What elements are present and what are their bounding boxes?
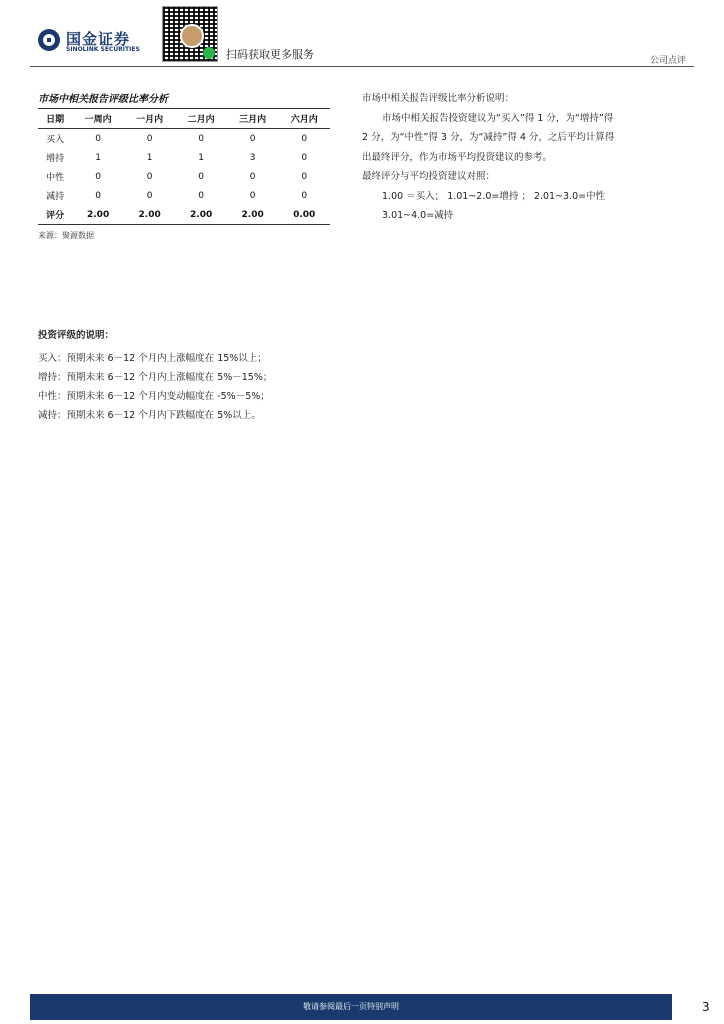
table-cell: 1: [95, 152, 101, 163]
explanation-line: 出最终评分，作为市场平均投资建议的参考。: [362, 151, 553, 163]
table-cell: 0: [95, 171, 101, 182]
table-cell: 0: [198, 133, 205, 144]
scan-prompt: 扫码获取更多服务: [226, 48, 314, 61]
score-cell: 2.00: [72, 205, 124, 225]
table-source: 来源：聚源数据: [38, 231, 94, 240]
table-cell: 0: [146, 133, 153, 144]
table-cell: 0: [249, 171, 256, 182]
row-label: 买入: [46, 135, 65, 145]
score-cell: 2.00: [227, 205, 279, 225]
table-cell: 0: [249, 133, 256, 144]
explanation-line: 3.01~4.0=减持: [382, 210, 454, 221]
table-cell: 0: [301, 133, 308, 144]
rating-item: 增持：预期未来 6－12 个月内上涨幅度在 5%－15%；: [38, 372, 273, 383]
table-cell: 0: [95, 133, 101, 144]
rating-ratio-table: [38, 108, 330, 225]
table-cell: 0: [146, 171, 153, 182]
table-cell: 0: [146, 190, 153, 201]
table-row: [38, 148, 330, 167]
rating-item: 买入：预期未来 6－12 个月内上涨幅度在 15%以上；: [38, 353, 267, 364]
col-header: 一周内: [72, 109, 124, 129]
investment-rating-definitions: [38, 326, 272, 425]
row-label: 评分: [38, 205, 72, 225]
col-header: 二月内: [175, 109, 227, 129]
table-cell: 1: [146, 152, 153, 163]
score-cell: 0.00: [278, 205, 330, 225]
table-row: [38, 186, 330, 205]
explanation-line: 1.00 ＝买入； 1.01~2.0=增持 ； 2.01~3.0=中性: [382, 190, 606, 202]
explanation-line: 2 分，为“中性”得 3 分，为“减持”得 4 分，之后平均计算得: [362, 132, 615, 143]
page-footer: [0, 994, 724, 1024]
table-cell: 0: [249, 190, 256, 201]
explanation-title: 市场中相关报告评级比率分析说明：: [362, 93, 515, 104]
footer-disclaimer: 敬请参阅最后一页特别声明: [303, 1002, 399, 1011]
page-header: [0, 0, 724, 68]
score-row: [38, 205, 330, 225]
section-tag: 公司点评: [649, 56, 686, 66]
explanation-line: 最终评分与平均投资建议对照：: [362, 171, 496, 182]
col-header: 三月内: [227, 109, 279, 129]
table-cell: 0: [301, 152, 308, 163]
row-label: 中性: [46, 173, 65, 183]
footer-bar: [30, 994, 672, 1020]
explanation-line: 市场中相关报告投资建议为“买入”得 1 分，为“增持”得: [382, 112, 614, 124]
table-row: [38, 129, 330, 149]
table-cell: 0: [95, 190, 101, 201]
row-label: 减持: [46, 192, 65, 202]
rating-title: 投资评级的说明：: [38, 330, 115, 341]
col-header: 日期: [38, 109, 72, 129]
logo-mark-icon: [38, 29, 60, 51]
table-row: [38, 167, 330, 186]
table-cell: 3: [249, 152, 256, 163]
qr-code-icon[interactable]: [162, 6, 218, 62]
qr-center-logo: [180, 24, 204, 48]
rating-item: 减持：预期未来 6－12 个月内下跌幅度在 5%以上。: [38, 410, 261, 421]
score-cell: 2.00: [124, 205, 176, 225]
table-title: 市场中相关报告评级比率分析: [38, 94, 168, 105]
col-header: 一月内: [124, 109, 176, 129]
table-header-row: [38, 109, 330, 129]
table-cell: 0: [198, 171, 205, 182]
table-cell: 0: [301, 171, 308, 182]
rating-explanation: [362, 89, 672, 226]
table-cell: 1: [198, 152, 205, 163]
row-label: 增持: [46, 154, 65, 164]
rating-ratio-section: [38, 90, 330, 241]
rating-item: 中性：预期未来 6－12 个月内变动幅度在 -5%－5%；: [38, 391, 270, 402]
score-cell: 2.00: [175, 205, 227, 225]
table-cell: 0: [301, 190, 308, 201]
header-divider: [30, 66, 694, 67]
wechat-badge-icon: [203, 47, 215, 59]
page-number: 3: [702, 1000, 710, 1014]
logo-name-en: SINOLINK SECURITIES: [66, 46, 140, 53]
company-logo: [38, 28, 148, 56]
logo-name-cn: 国金证券: [66, 30, 131, 48]
table-cell: 0: [198, 190, 205, 201]
col-header: 六月内: [278, 109, 330, 129]
